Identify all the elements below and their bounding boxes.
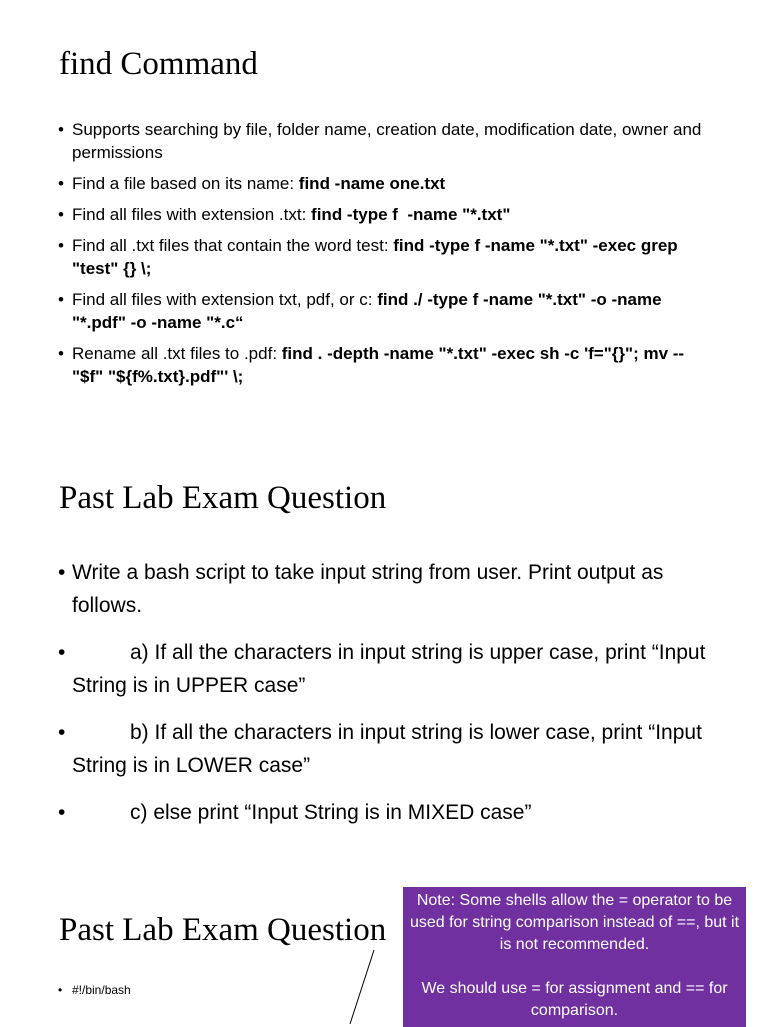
command-text: find . -depth -name "*.txt" -exec sh -c 'f="{}"; mv -- "$f" "${f%.txt}.pdf"' \; [72, 344, 685, 386]
command-text: find -type f -name "*.txt" [311, 205, 511, 224]
bullet-icon: • [58, 983, 63, 997]
bullet-list [58, 556, 728, 843]
bullet-icon: • [58, 721, 66, 744]
list-item [58, 118, 718, 164]
note-text: We should use = for assignment and == for comparison. [421, 980, 728, 1019]
bullet-text: Write a bash script to take input string from user. Print output as follows. [72, 561, 664, 617]
bullet-text: Supports searching by file, folder name, creation date, modification date, owner and permissions [72, 120, 702, 162]
note-callout [403, 887, 746, 1027]
list-item [58, 234, 718, 280]
command-text: find -type f -name "*.txt" -exec grep "test" {} \; [72, 236, 678, 278]
bullet-text: a) If all the characters in input string is upper case, print “Input String is in UPPER case” [72, 641, 706, 697]
bullet-text: Find a file based on its name: [72, 174, 299, 193]
bullet-list [58, 981, 358, 999]
bullet-icon: • [58, 344, 64, 363]
list-item [58, 636, 728, 702]
code-line: #!/bin/bash [72, 983, 131, 997]
bullet-icon: • [58, 641, 66, 664]
bullet-icon: • [58, 801, 66, 824]
slide-title: find Command [59, 46, 258, 82]
list-item [58, 981, 358, 999]
list-item [58, 716, 728, 782]
bullet-icon: • [58, 290, 64, 309]
bullet-text: c) else print “Input String is in MIXED case” [130, 801, 532, 824]
bullet-icon: • [58, 120, 64, 139]
list-item [58, 203, 718, 226]
list-item [58, 796, 728, 829]
list-item [58, 342, 718, 388]
bullet-text: Rename all .txt files to .pdf: [72, 344, 282, 363]
bullet-icon: • [58, 174, 64, 193]
list-item [58, 288, 718, 334]
slide-title: Past Lab Exam Question [59, 480, 387, 516]
bullet-text: Find all files with extension txt, pdf, or c: [72, 290, 378, 309]
bullet-icon: • [58, 205, 64, 224]
list-item [58, 172, 718, 195]
bullet-icon: • [58, 561, 66, 584]
slide-title: Past Lab Exam Question [59, 912, 387, 948]
note-text: Note: Some shells allow the = operator to be used for string comparison instead of ==, but it is not recommended. [409, 892, 740, 953]
list-item [58, 556, 728, 622]
bullet-icon: • [58, 236, 64, 255]
command-text: find ./ -type f -name "*.txt" -o -name "*.pdf" -o -name "*.c“ [72, 290, 662, 332]
bullet-text: b) If all the characters in input string is lower case, print “Input String is in LOWER case” [72, 721, 702, 777]
command-text: find -name one.txt [298, 174, 446, 193]
bullet-list [58, 118, 718, 396]
bullet-text: Find all files with extension .txt: [72, 205, 312, 224]
bullet-text: Find all .txt files that contain the word test: [72, 236, 394, 255]
callout-line [330, 940, 390, 1024]
